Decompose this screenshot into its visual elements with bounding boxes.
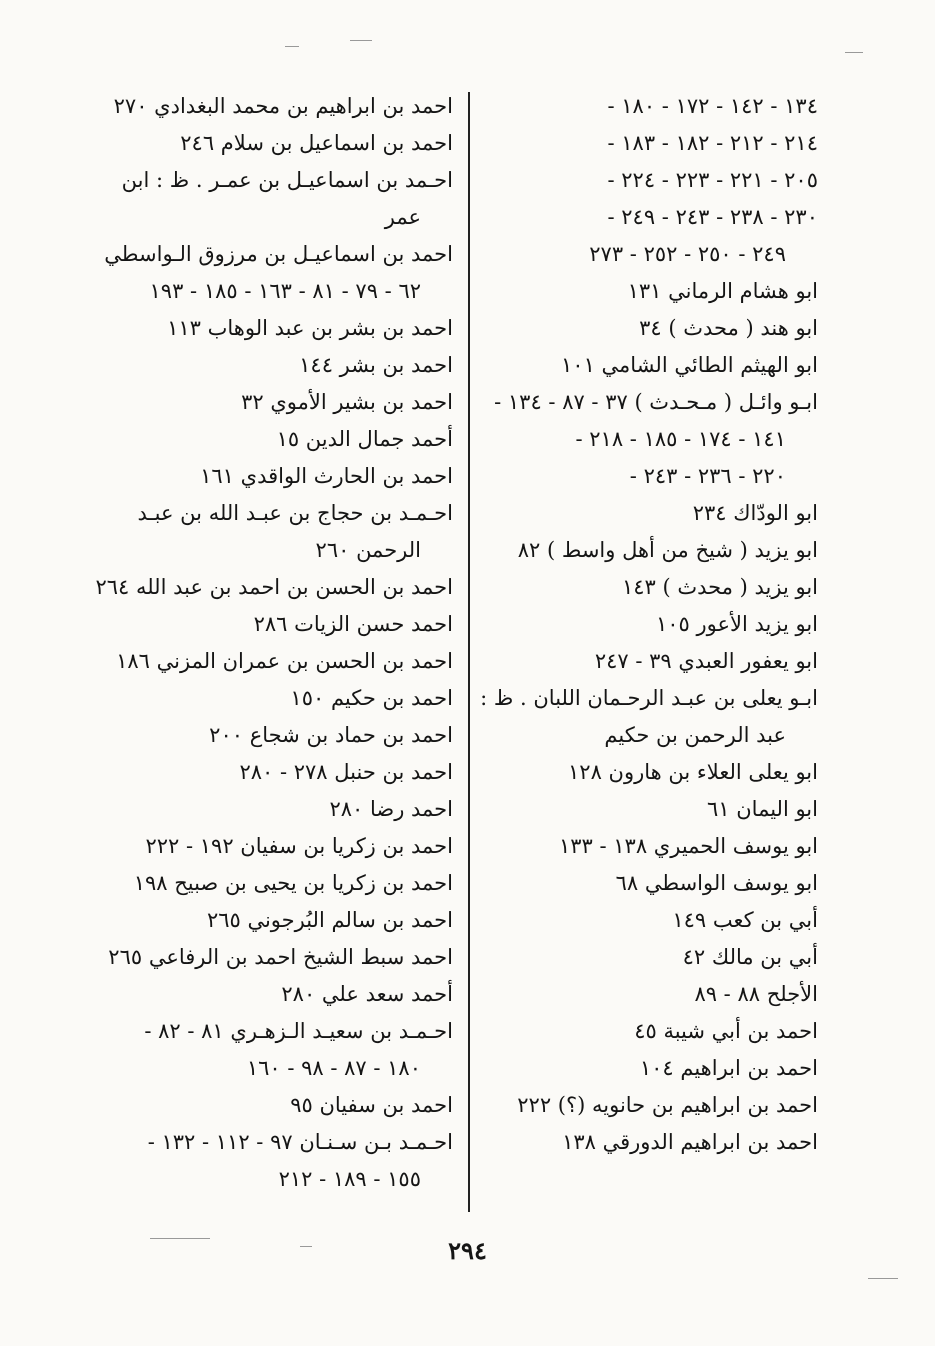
index-entry: احـمـد بـن سـنـان ٩٧ - ١١٢ - ١٣٢ -	[147, 1130, 453, 1154]
index-entry: احمد بن الحسن بن احمد بن عبد الله ٢٦٤	[95, 575, 453, 599]
index-column-left	[95, 88, 453, 1198]
index-line: ٦٢ - ٧٩ - ٨١ - ١٦٣ - ١٨٥ - ١٩٣	[149, 279, 421, 303]
scan-speck	[845, 52, 863, 53]
index-line: ١٥٥ - ١٨٩ - ٢١٢	[278, 1167, 421, 1191]
index-entry: احمد بن ابراهيم الدورقي ١٣٨	[562, 1130, 818, 1154]
index-line: عبد الرحمن بن حكيم	[604, 723, 786, 747]
index-entry: ابو الهيثم الطائي الشامي ١٠١	[561, 353, 818, 377]
index-line: ٢٢٠ - ٢٣٦ - ٢٤٣ -	[629, 464, 786, 488]
index-column-right	[478, 88, 818, 1161]
scan-speck	[285, 46, 299, 47]
index-line: ٢٣٠ - ٢٣٨ - ٢٤٣ - ٢٤٩ -	[607, 205, 818, 229]
index-entry: احمد بن ابراهيم بن محمد البغدادي ٢٧٠	[113, 94, 453, 118]
index-entry: احمد سبط الشيخ احمد بن الرفاعي ٢٦٥	[108, 945, 453, 969]
index-entry: ابو يزيد الأعور ١٠٥	[655, 612, 818, 636]
index-entry: احمد بن ابراهيم ١٠٤	[639, 1056, 818, 1080]
index-entry: ابو يوسف الحميري ١٣٨ - ١٣٣	[558, 834, 818, 858]
index-entry: ابـو يعلى بن عبـد الرحـمان اللبان . ظ :	[480, 686, 818, 710]
index-entry: أحمد سعد علي ٢٨٠	[281, 982, 453, 1006]
index-entry: احمد بن سالم البُرجوني ٢٦٥	[206, 908, 453, 932]
index-entry: احـمـد بن سعيـد الـزهـري ٨١ - ٨٢ -	[144, 1019, 453, 1043]
index-entry: احمد بن بشير الأموي ٣٢	[241, 390, 453, 414]
index-entry: احمد بن بشر ١٤٤	[299, 353, 453, 377]
index-entry: ابو يعلى العلاء بن هارون ١٢٨	[568, 760, 818, 784]
index-entry: ابـو وائـل ( مـحـدث ) ٣٧ - ٨٧ - ١٣٤ -	[494, 390, 818, 414]
index-entry: أبي بن مالك ٤٢	[682, 945, 818, 969]
index-entry: احمد بن أبي شيبة ٤٥	[634, 1019, 818, 1043]
index-entry: ابو الودّاك ٢٣٤	[692, 501, 818, 525]
index-entry: ابو هشام الرماني ١٣١	[627, 279, 818, 303]
index-entry: احمد رضا ٢٨٠	[329, 797, 453, 821]
index-line: ١٨٠ - ٨٧ - ٩٨ - ١٦٠	[246, 1056, 421, 1080]
index-entry: الأجلح ٨٨ - ٨٩	[694, 982, 818, 1006]
index-line: ٢٤٩ - ٢٥٠ - ٢٥٢ - ٢٧٣	[589, 242, 786, 266]
index-entry: احـمد بن اسماعيـل بن عمـر . ظ : ابن	[121, 168, 453, 192]
index-entry: ابو يعفور العبدي ٣٩ - ٢٤٧	[594, 649, 818, 673]
index-entry: احمد بن بشر بن عبد الوهاب ١١٣	[167, 316, 453, 340]
index-entry: احمد بن الحارث الواقدي ١٦١	[200, 464, 453, 488]
index-entry: ابو هند ( محدث ) ٣٤	[639, 316, 818, 340]
index-entry: أبي بن كعب ١٤٩	[672, 908, 818, 932]
index-entry: احمد بن حماد بن شجاع ٢٠٠	[209, 723, 453, 747]
index-entry: احمد بن زكريا بن سفيان ١٩٢ - ٢٢٢	[145, 834, 453, 858]
index-entry: احمد بن اسماعيـل بن مرزوق الـواسطي	[104, 242, 453, 266]
index-entry: احـمـد بن حجاج بن عبـد الله بن عبـد	[137, 501, 453, 525]
index-line: ١٣٤ - ١٤٢ - ١٧٢ - ١٨٠ -	[607, 94, 818, 118]
index-entry: احمد بن حنبل ٢٧٨ - ٢٨٠	[239, 760, 453, 784]
page-number: ٢٩٤	[448, 1236, 487, 1265]
index-entry: ابو اليمان ٦١	[707, 797, 818, 821]
index-entry: احمد بن الحسن بن عمران المزني ١٨٦	[116, 649, 453, 673]
index-entry: احمد بن حكيم ١٥٠	[290, 686, 453, 710]
index-entry: احمد بن اسماعيل بن سلام ٢٤٦	[180, 131, 453, 155]
index-entry: ابو يزيد ( شيخ من أهل واسط ) ٨٢	[517, 538, 818, 562]
index-entry: احمد بن سفيان ٩٥	[290, 1093, 453, 1117]
index-entry: احمد بن ابراهيم بن حانويه (؟) ٢٢٢	[517, 1093, 818, 1117]
index-entry: احمد حسن الزيات ٢٨٦	[253, 612, 453, 636]
scan-speck	[350, 40, 372, 41]
index-line: ١٤١ - ١٧٤ - ١٨٥ - ٢١٨ -	[575, 427, 786, 451]
column-divider	[468, 92, 470, 1212]
index-line: الرحمن ٢٦٠	[315, 538, 421, 562]
index-line: ٢١٤ - ٢١٢ - ١٨٢ - ١٨٣ -	[607, 131, 818, 155]
index-line: عمر	[384, 205, 421, 229]
index-entry: ابو يوسف الواسطي ٦٨	[615, 871, 818, 895]
index-line: ٢٠٥ - ٢٢١ - ٢٢٣ - ٢٢٤ -	[607, 168, 818, 192]
scan-speck	[868, 1278, 898, 1279]
index-entry: أحمد جمال الدين ١٥	[276, 427, 453, 451]
index-entry: احمد بن زكريا بن يحيى بن صبيح ١٩٨	[133, 871, 453, 895]
index-entry: ابو يزيد ( محدث ) ١٤٣	[621, 575, 818, 599]
